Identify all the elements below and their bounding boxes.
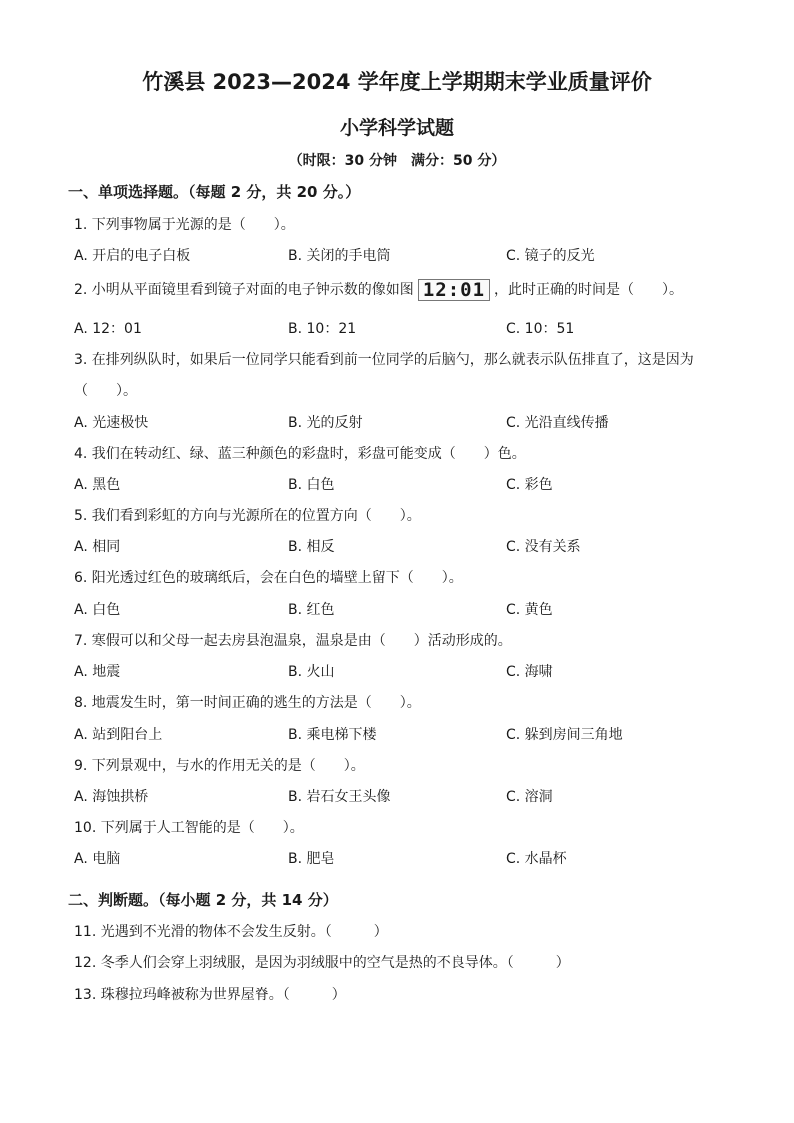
- q7-option-b: B. 火山: [288, 664, 335, 680]
- q2-option-b: B. 10：21: [288, 321, 357, 337]
- q5-option-a: A. 相同: [74, 539, 121, 555]
- q6-option-b: B. 红色: [288, 602, 335, 618]
- question-3: 3. 在排列纵队时，如果后一位同学只能看到前一位同学的后脑勺，那么就表示队伍排直了，这是因为: [74, 352, 694, 368]
- q1-option-b: B. 关闭的手电筒: [288, 248, 391, 264]
- question-9: 9. 下列景观中，与水的作用无关的是（ ）。: [74, 758, 365, 774]
- q4-option-b: B. 白色: [288, 477, 335, 493]
- judgment-item-11: 11. 光遇到不光滑的物体不会发生反射。（ ）: [74, 924, 388, 940]
- question-2-text: 2. 小明从平面镜里看到镜子对面的电子钟示数的像如图: [74, 282, 414, 298]
- q1-option-c: C. 镜子的反光: [506, 248, 595, 264]
- question-8: 8. 地震发生时，第一时间正确的逃生的方法是（ ）。: [74, 695, 421, 711]
- section-2-heading: 二、判断题。（每小题 2 分，共 14 分）: [68, 891, 338, 909]
- question-2-text-after: ，此时正确的时间是（ ）。: [494, 282, 684, 298]
- q9-option-b: B. 岩石女王头像: [288, 789, 391, 805]
- judgment-item-13: 13. 珠穆拉玛峰被称为世界屋脊。（ ）: [74, 987, 346, 1003]
- q3-option-b: B. 光的反射: [288, 415, 363, 431]
- q5-option-c: C. 没有关系: [506, 539, 581, 555]
- q8-option-c: C. 躲到房间三角地: [506, 727, 623, 743]
- q6-option-a: A. 白色: [74, 602, 121, 618]
- q3-option-c: C. 光沿直线传播: [506, 415, 609, 431]
- question-3-continued: （ ）。: [74, 383, 137, 399]
- judgment-item-12: 12. 冬季人们会穿上羽绒服，是因为羽绒服中的空气是热的不良导体。（ ）: [74, 955, 570, 971]
- q7-option-c: C. 海啸: [506, 664, 553, 680]
- q4-option-c: C. 彩色: [506, 477, 553, 493]
- digital-clock-image: 12:01: [418, 279, 490, 301]
- q2-option-c: C. 10：51: [506, 321, 575, 337]
- q5-option-b: B. 相反: [288, 539, 335, 555]
- question-2: [74, 279, 683, 301]
- q10-option-b: B. 肥皂: [288, 851, 335, 867]
- question-1: 1. 下列事物属于光源的是（ ）。: [74, 217, 295, 233]
- question-5: 5. 我们看到彩虹的方向与光源所在的位置方向（ ）。: [74, 508, 421, 524]
- q9-option-c: C. 溶洞: [506, 789, 553, 805]
- q10-option-c: C. 水晶杯: [506, 851, 567, 867]
- question-7: 7. 寒假可以和父母一起去房县泡温泉，温泉是由（ ）活动形成的。: [74, 633, 512, 649]
- q6-option-c: C. 黄色: [506, 602, 553, 618]
- q2-option-a: A. 12：01: [74, 321, 142, 337]
- exam-subtitle: 小学科学试题: [339, 117, 454, 139]
- question-4: 4. 我们在转动红、绿、蓝三种颜色的彩盘时，彩盘可能变成（ ）色。: [74, 446, 526, 462]
- q7-option-a: A. 地震: [74, 664, 121, 680]
- q10-option-a: A. 电脑: [74, 851, 121, 867]
- section-1-heading: 一、单项选择题。（每题 2 分，共 20 分。）: [68, 183, 361, 201]
- question-6: 6. 阳光透过红色的玻璃纸后，会在白色的墙壁上留下（ ）。: [74, 570, 463, 586]
- q9-option-a: A. 海蚀拱桥: [74, 789, 149, 805]
- q4-option-a: A. 黑色: [74, 477, 121, 493]
- question-10: 10. 下列属于人工智能的是（ ）。: [74, 820, 304, 836]
- q1-option-a: A. 开启的电子白板: [74, 248, 191, 264]
- q8-option-a: A. 站到阳台上: [74, 727, 163, 743]
- q3-option-a: A. 光速极快: [74, 415, 149, 431]
- exam-meta: （时限：30 分钟 满分：50 分）: [288, 153, 506, 169]
- q8-option-b: B. 乘电梯下楼: [288, 727, 377, 743]
- exam-title: 竹溪县 2023—2024 学年度上学期期末学业质量评价: [142, 70, 652, 94]
